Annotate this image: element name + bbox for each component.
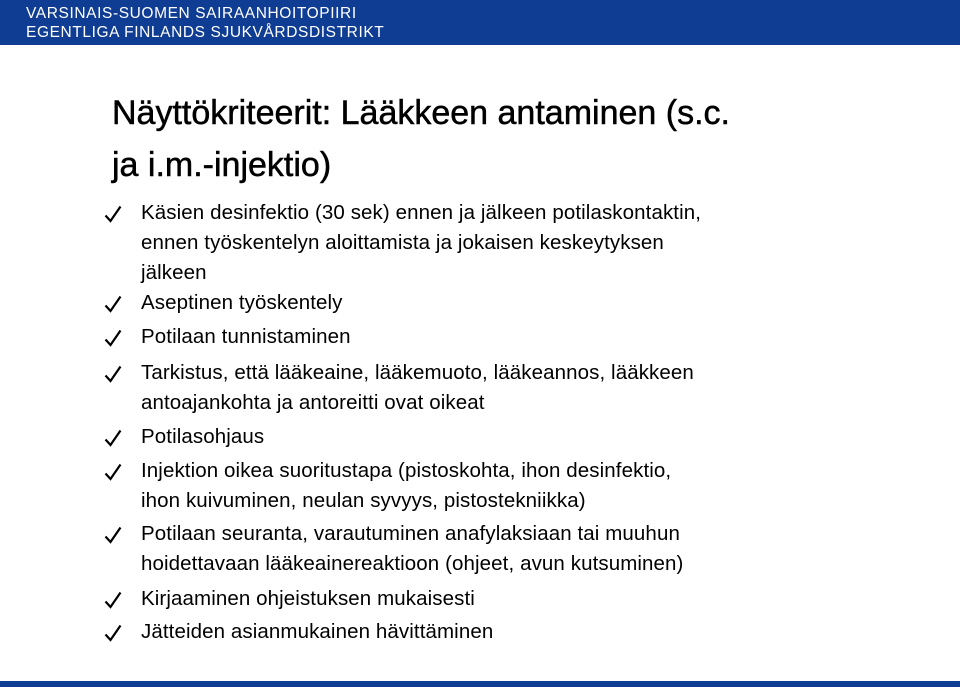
- list-item-text: Potilaan seuranta, varautuminen anafylaksiaan tai muuhun hoidettavaan lääkeainereaktioon (ohjeet, avun kutsuminen): [141, 522, 684, 575]
- organization-name-finnish: VARSINAIS-SUOMEN SAIRAANHOITOPIIRI: [26, 5, 357, 22]
- list-item-text: Tarkistus, että lääkeaine, lääkemuoto, lääkeannos, lääkkeen antoajankohta ja antoreitti ovat oikeat: [141, 361, 694, 414]
- checkmark-icon: [104, 590, 122, 610]
- checkmark-icon: [104, 294, 122, 314]
- list-item-text: Potilasohjaus: [141, 425, 265, 448]
- checkmark-icon: [104, 462, 122, 482]
- slide-title-line-1: Näyttökriteerit: Lääkkeen antaminen (s.c.: [112, 94, 730, 132]
- checkmark-icon: [104, 623, 122, 643]
- organization-name-swedish: EGENTLIGA FINLANDS SJUKVÅRDSDISTRIKT: [26, 24, 385, 41]
- footer-rule: [0, 681, 960, 687]
- list-item-text: Kirjaaminen ohjeistuksen mukaisesti: [141, 587, 475, 610]
- list-item-text: Käsien desinfektio (30 sek) ennen ja jälkeen potilaskontaktin, ennen työskentelyn aloittamista ja jokaisen keskeytyksen jälkeen: [141, 201, 702, 284]
- list-item-text: Potilaan tunnistaminen: [141, 325, 351, 348]
- slide-title: [112, 87, 912, 191]
- checkmark-icon: [104, 328, 122, 348]
- checkmark-icon: [104, 525, 122, 545]
- checkmark-icon: [104, 364, 122, 384]
- list-item-text: Injektion oikea suoritustapa (pistoskohta, ihon desinfektio, ihon kuivuminen, neulan syvyys, pistostekniikka): [141, 459, 672, 512]
- checkmark-icon: [104, 428, 122, 448]
- slide-title-line-2: ja i.m.-injektio): [112, 146, 332, 184]
- list-item-text: Jätteiden asianmukainen hävittäminen: [141, 620, 494, 643]
- header-band: [0, 0, 960, 45]
- list-item-text: Aseptinen työskentely: [141, 291, 343, 314]
- checkmark-icon: [104, 204, 122, 224]
